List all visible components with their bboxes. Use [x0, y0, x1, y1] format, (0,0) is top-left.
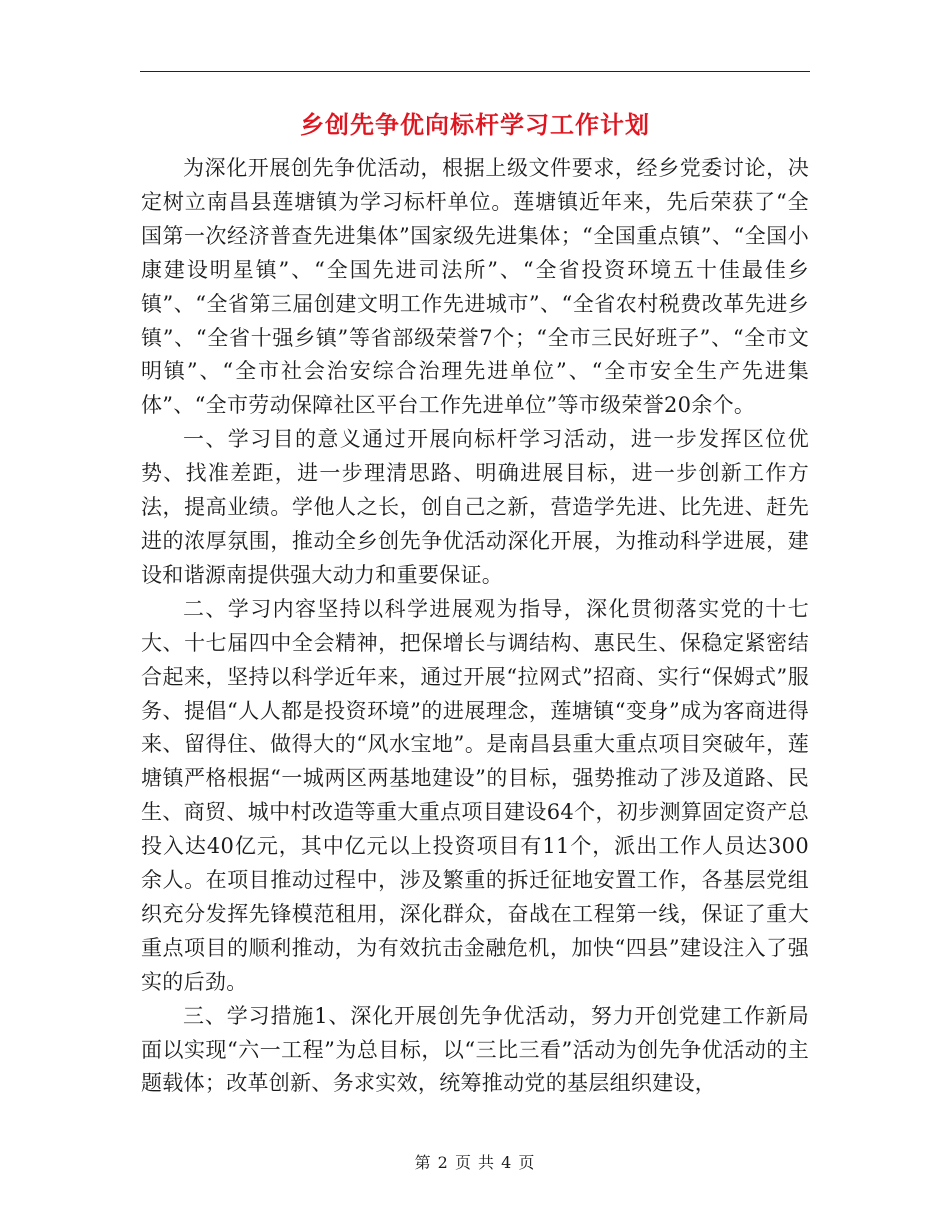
- paragraph-purpose: 一、学习目的意义通过开展向标杆学习活动，进一步发挥区位优势、找准差距，进一步理清思路、明确进展目标，进一步创新工作方法，提高业绩。学他人之长，创自己之新，营造学先进、比先进、赶先进的浓厚氛围，推动全乡创先争优活动深化开展，为推动科学进展，建设和谐源南提供强大动力和重要保证。: [141, 427, 809, 587]
- document-body: [141, 152, 809, 1101]
- paragraph-intro: 为深化开展创先争优活动，根据上级文件要求，经乡党委讨论，决定树立南昌县莲塘镇为学习标杆单位。莲塘镇近年来，先后荣获了“全国第一次经济普查先进集体”国家级先进集体；“全国重点镇”、“全国小康建设明星镇”、“全国先进司法所”、“全省投资环境五十佳最佳乡镇”、“全省第三届创建文明工作先进城市”、“全省农村税费改革先进乡镇”、“全省十强乡镇”等省部级荣誉7个；“全市三民好班子”、“全市文明镇”、“全市社会治安综合治理先进单位”、“全市安全生产先进集体”、“全市劳动保障社区平台工作先进单位”等市级荣誉20余个。: [141, 156, 809, 418]
- page-number-footer: 第 2 页 共 4 页: [414, 1153, 536, 1172]
- paragraph-measures: 三、学习措施1、深化开展创先争优活动，努力开创党建工作新局面以实现“六一工程”为总目标，以“三比三看”活动为创先争优活动的主题载体；改革创新、务求实效，统筹推动党的基层组织建设，: [141, 1003, 809, 1096]
- header-rule: [140, 71, 810, 72]
- document-title: 乡创先争优向标杆学习工作计划: [300, 110, 650, 139]
- paragraph-content: 二、学习内容坚持以科学进展观为指导，深化贯彻落实党的十七大、十七届四中全会精神，把保增长与调结构、惠民生、保稳定紧密结合起来，坚持以科学近年来，通过开展“拉网式”招商、实行“保姆式”服务、提倡“人人都是投资环境”的进展理念，莲塘镇“变身”成为客商进得来、留得住、做得大的“风水宝地”。是南昌县重大重点项目突破年，莲塘镇严格根据“一城两区两基地建设”的目标，强势推动了涉及道路、民生、商贸、城中村改造等重大重点项目建设64个，初步测算固定资产总投入达40亿元，其中亿元以上投资项目有11个，派出工作人员达300余人。在项目推动过程中，涉及繁重的拆迁征地安置工作，各基层党组织充分发挥先锋模范租用，深化群众，奋战在工程第一线，保证了重大重点项目的顺利推动，为有效抗击金融危机，加快“四县”建设注入了强实的后劲。: [141, 596, 809, 994]
